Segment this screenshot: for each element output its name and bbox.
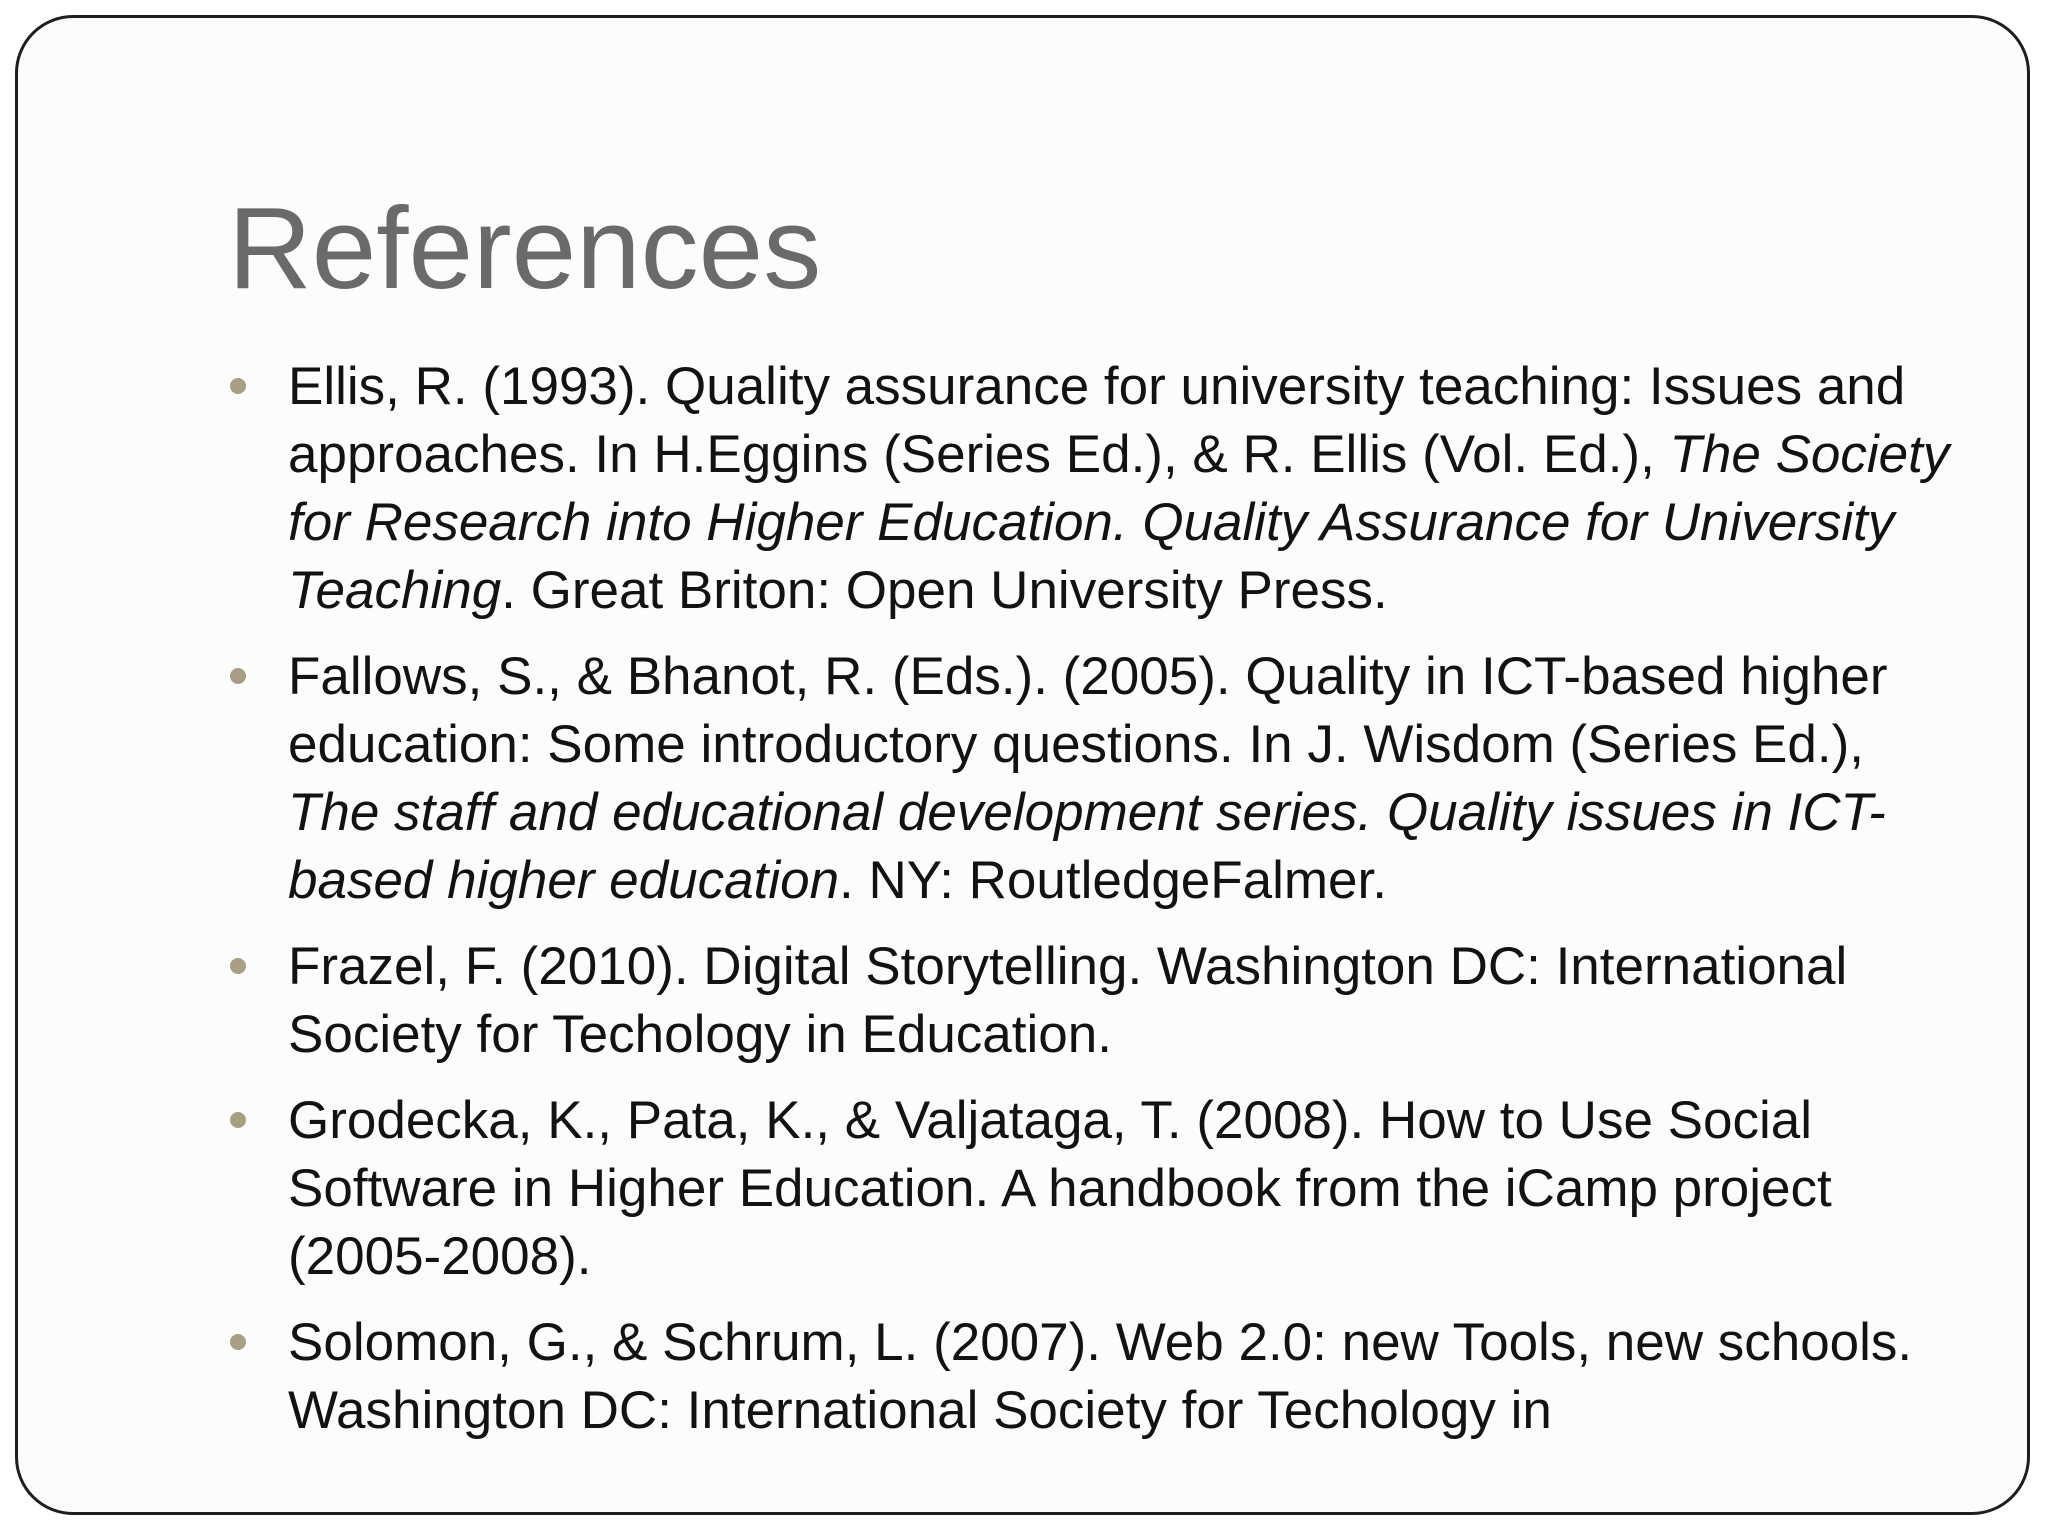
bullet-icon xyxy=(230,378,246,394)
slide-title: References xyxy=(228,183,822,313)
reference-plain-text: Solomon, G., & Schrum, L. (2007). Web 2.0: new Tools, new schools. Washington DC: International Society for Techology in xyxy=(288,1313,1913,1440)
reference-italic-title: The staff and educational development series. Quality issues in ICT-based higher education xyxy=(288,783,1886,910)
reference-plain-text: . NY: RoutledgeFalmer. xyxy=(839,851,1387,910)
reference-plain-text: Ellis, R. (1993). Quality assurance for university teaching: Issues and approaches. In H.Eggins (Series Ed.), & R. Ellis (Vol. Ed.), xyxy=(288,357,1906,484)
reference-plain-text: Frazel, F. (2010). Digital Storytelling. Washington DC: International Society for Techology in Education. xyxy=(288,937,1848,1064)
reference-text xyxy=(288,1087,1958,1291)
reference-item xyxy=(228,1309,1958,1445)
reference-plain-text: Fallows, S., & Bhanot, R. (Eds.). (2005). Quality in ICT-based higher education: Some introductory questions. In J. Wisdom (Series Ed.), xyxy=(288,647,1888,774)
reference-item xyxy=(228,353,1958,625)
bullet-icon xyxy=(230,668,246,684)
reference-item xyxy=(228,643,1958,915)
bullet-icon xyxy=(230,1334,246,1350)
reference-item xyxy=(228,933,1958,1069)
reference-text xyxy=(288,1309,1958,1445)
bullet-icon xyxy=(230,958,246,974)
reference-item xyxy=(228,1087,1958,1291)
reference-italic-title: The Society for Research into Higher Education. Quality Assurance for University Teaching xyxy=(288,425,1950,620)
reference-plain-text: . Great Briton: Open University Press. xyxy=(501,561,1388,620)
reference-list xyxy=(228,353,1958,1463)
reference-text xyxy=(288,643,1958,915)
reference-text xyxy=(288,353,1958,625)
reference-text xyxy=(288,933,1958,1069)
reference-plain-text: Grodecka, K., Pata, K., & Valjataga, T. (2008). How to Use Social Software in Higher Education. A handbook from the iCamp project (2005-2008). xyxy=(288,1091,1832,1286)
slide xyxy=(15,15,2030,1515)
bullet-icon xyxy=(230,1112,246,1128)
